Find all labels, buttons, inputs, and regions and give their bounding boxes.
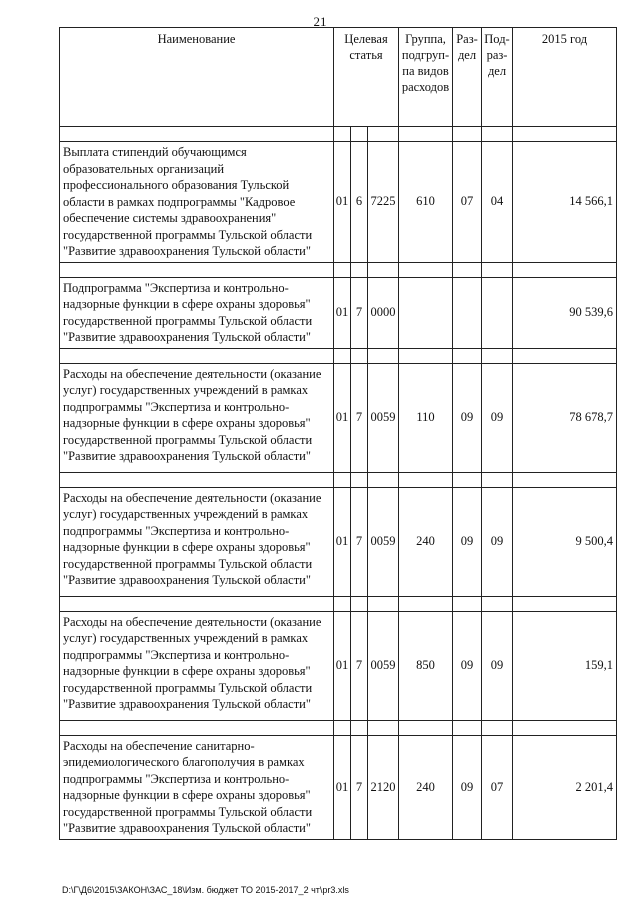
cell-ts3: 0059 — [368, 611, 399, 720]
gap-cell — [513, 262, 617, 277]
gap-cell — [60, 720, 334, 735]
gap-cell — [399, 348, 453, 363]
cell-amount: 78 678,7 — [513, 363, 617, 472]
cell-ts1: 01 — [334, 363, 351, 472]
gap-cell — [60, 262, 334, 277]
header-year: 2015 год — [513, 28, 617, 127]
cell-name: Расходы на обеспечение деятельности (оказание услуг) государственных учреждений в рамках подпрограммы "Экспертиза и контрольно-надзорные функции в сфере охраны здоровья" государственной программы Тульской области "Развитие здравоохранения Тульской области" — [60, 487, 334, 596]
gap-cell — [60, 127, 334, 142]
gap-cell — [399, 596, 453, 611]
cell-group: 240 — [399, 487, 453, 596]
header-target-article: Целевая статья — [334, 28, 399, 127]
gap-cell — [351, 472, 368, 487]
table-row — [60, 142, 617, 263]
gap-cell — [334, 262, 351, 277]
cell-name: Подпрограмма "Экспертиза и контрольно-надзорные функции в сфере охраны здоровья" государственной программы Тульской области "Развитие здравоохранения Тульской области" — [60, 277, 334, 348]
cell-group — [399, 277, 453, 348]
cell-ts2: 7 — [351, 611, 368, 720]
cell-section: 07 — [453, 142, 482, 263]
cell-subsection: 09 — [482, 487, 513, 596]
row-gap — [60, 720, 617, 735]
header-section: Раз-дел — [453, 28, 482, 127]
gap-cell — [334, 472, 351, 487]
cell-name: Выплата стипендий обучающимся образовательных организаций профессионального образования Тульской области в рамках подпрограммы "Кадровое обеспечение системы здравоохранения" государственной программы Тульской области "Развитие здравоохранения Тульской области" — [60, 142, 334, 263]
gap-cell — [368, 348, 399, 363]
cell-ts1: 01 — [334, 611, 351, 720]
cell-subsection: 04 — [482, 142, 513, 263]
cell-section — [453, 277, 482, 348]
table-row — [60, 363, 617, 472]
header-subsection: Под-раз-дел — [482, 28, 513, 127]
gap-cell — [334, 720, 351, 735]
table-row — [60, 487, 617, 596]
gap-cell — [513, 472, 617, 487]
gap-cell — [513, 348, 617, 363]
gap-cell — [351, 262, 368, 277]
cell-group: 850 — [399, 611, 453, 720]
gap-cell — [60, 348, 334, 363]
gap-cell — [399, 472, 453, 487]
gap-cell — [368, 720, 399, 735]
gap-cell — [513, 720, 617, 735]
cell-section: 09 — [453, 363, 482, 472]
cell-ts3: 0059 — [368, 363, 399, 472]
gap-cell — [399, 262, 453, 277]
cell-group: 240 — [399, 735, 453, 839]
gap-cell — [482, 127, 513, 142]
gap-cell — [482, 472, 513, 487]
gap-cell — [399, 720, 453, 735]
cell-subsection — [482, 277, 513, 348]
gap-cell — [368, 262, 399, 277]
gap-cell — [368, 127, 399, 142]
table-row — [60, 735, 617, 839]
cell-amount: 90 539,6 — [513, 277, 617, 348]
cell-amount: 159,1 — [513, 611, 617, 720]
row-gap — [60, 596, 617, 611]
gap-cell — [60, 472, 334, 487]
gap-cell — [453, 127, 482, 142]
gap-cell — [334, 348, 351, 363]
cell-ts3: 2120 — [368, 735, 399, 839]
cell-subsection: 09 — [482, 611, 513, 720]
cell-ts1: 01 — [334, 487, 351, 596]
cell-group: 610 — [399, 142, 453, 263]
gap-cell — [482, 348, 513, 363]
gap-cell — [453, 596, 482, 611]
gap-cell — [399, 127, 453, 142]
row-gap — [60, 127, 617, 142]
gap-cell — [513, 127, 617, 142]
cell-ts2: 7 — [351, 363, 368, 472]
gap-cell — [368, 472, 399, 487]
row-gap — [60, 472, 617, 487]
cell-section: 09 — [453, 487, 482, 596]
gap-cell — [453, 720, 482, 735]
cell-group: 110 — [399, 363, 453, 472]
row-gap — [60, 262, 617, 277]
header-name: Наименование — [60, 28, 334, 127]
gap-cell — [351, 127, 368, 142]
gap-cell — [513, 596, 617, 611]
cell-ts3: 7225 — [368, 142, 399, 263]
gap-cell — [334, 596, 351, 611]
file-path-footer: D:\Г\Д6\2015\ЗАКОН\ЗАС_18\Изм. бюджет ТО 2015-2017_2 чт\pr3.xls — [62, 885, 349, 895]
row-gap — [60, 348, 617, 363]
table-row — [60, 611, 617, 720]
cell-name: Расходы на обеспечение деятельности (оказание услуг) государственных учреждений в рамках подпрограммы "Экспертиза и контрольно-надзорные функции в сфере охраны здоровья" государственной программы Тульской области "Развитие здравоохранения Тульской области" — [60, 611, 334, 720]
gap-cell — [351, 348, 368, 363]
cell-ts2: 7 — [351, 487, 368, 596]
cell-subsection: 09 — [482, 363, 513, 472]
table-header-row — [60, 28, 617, 127]
gap-cell — [60, 596, 334, 611]
cell-amount: 2 201,4 — [513, 735, 617, 839]
cell-subsection: 07 — [482, 735, 513, 839]
cell-ts1: 01 — [334, 277, 351, 348]
gap-cell — [453, 348, 482, 363]
page-number: 21 — [313, 14, 327, 29]
cell-section: 09 — [453, 735, 482, 839]
table-row — [60, 277, 617, 348]
gap-cell — [351, 596, 368, 611]
cell-amount: 9 500,4 — [513, 487, 617, 596]
budget-table — [59, 27, 617, 840]
gap-cell — [453, 472, 482, 487]
cell-ts2: 6 — [351, 142, 368, 263]
cell-ts2: 7 — [351, 735, 368, 839]
cell-name: Расходы на обеспечение санитарно-эпидемиологического благополучия в рамках подпрограммы "Экспертиза и контрольно-надзорные функции в сфере охраны здоровья" государственной программы Тульской области "Развитие здравоохранения Тульской области" — [60, 735, 334, 839]
cell-amount: 14 566,1 — [513, 142, 617, 263]
gap-cell — [368, 596, 399, 611]
cell-name: Расходы на обеспечение деятельности (оказание услуг) государственных учреждений в рамках подпрограммы "Экспертиза и контрольно-надзорные функции в сфере охраны здоровья" государственной программы Тульской области "Развитие здравоохранения Тульской области" — [60, 363, 334, 472]
gap-cell — [334, 127, 351, 142]
cell-ts3: 0000 — [368, 277, 399, 348]
cell-ts1: 01 — [334, 735, 351, 839]
gap-cell — [482, 596, 513, 611]
header-group: Группа, подгруп-па видов расходов — [399, 28, 453, 127]
gap-cell — [351, 720, 368, 735]
cell-ts3: 0059 — [368, 487, 399, 596]
cell-ts1: 01 — [334, 142, 351, 263]
gap-cell — [482, 262, 513, 277]
gap-cell — [453, 262, 482, 277]
cell-ts2: 7 — [351, 277, 368, 348]
gap-cell — [482, 720, 513, 735]
cell-section: 09 — [453, 611, 482, 720]
